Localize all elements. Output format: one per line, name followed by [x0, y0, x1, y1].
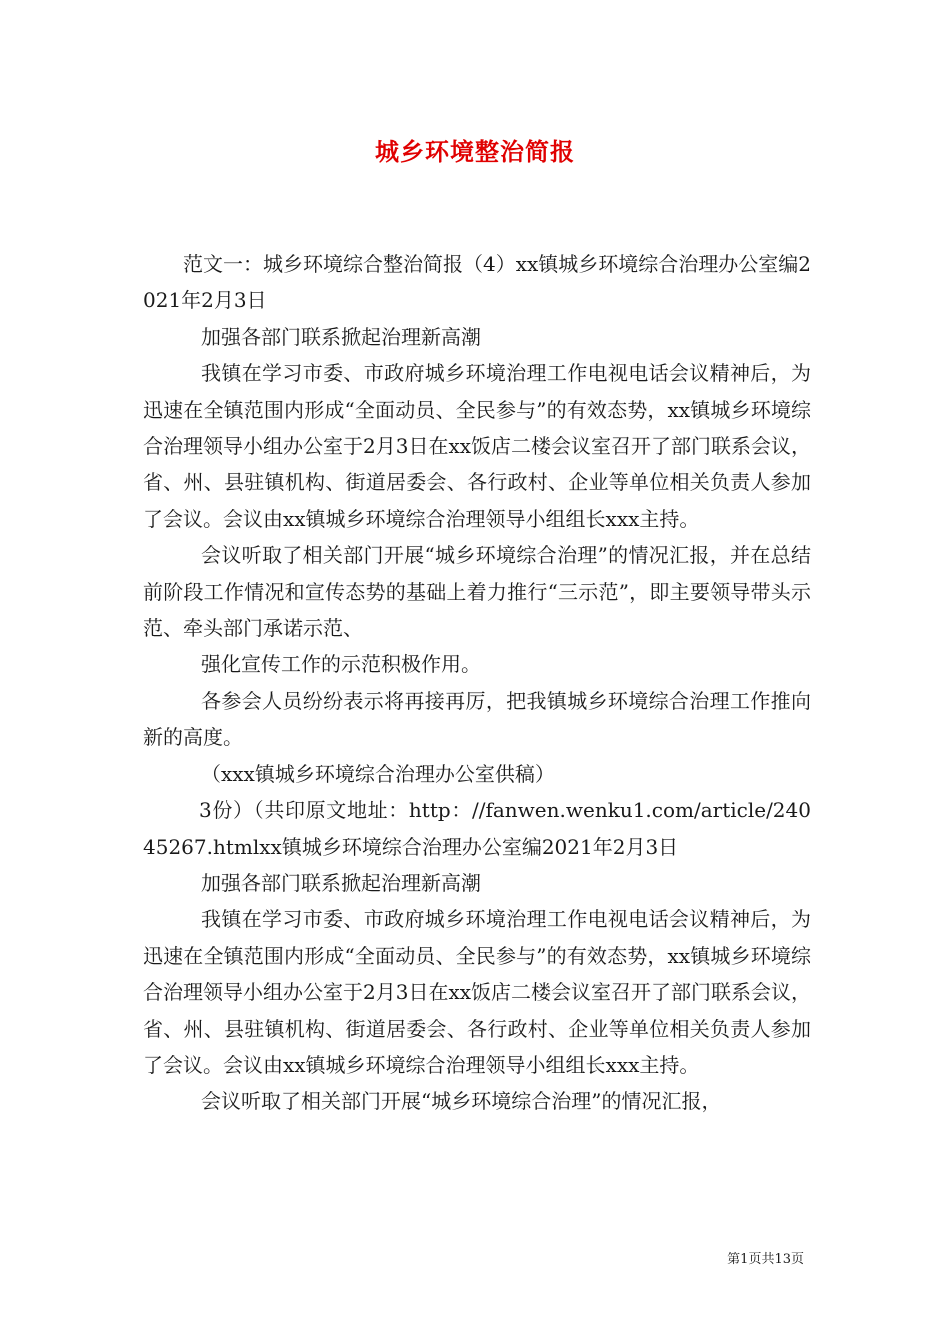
paragraph-attendees: 各参会人员纷纷表示将再接再厉，把我镇城乡环境综合治理工作推向新的高度。 — [143, 688, 811, 750]
paragraph-meeting-2: 我镇在学习市委、市政府城乡环境治理工作电视电话会议精神后，为迅速在全镇范围内形成“全面动员、全民参与”的有效态势，xx镇城乡环境综合治理领导小组办公室于2月3日在xx饭店二楼会议室召开了部门联系会议，省、州、县驻镇机构、街道居委会、各行政村、企业等单位相关负责人参加了会议。会议由xx镇城乡环境综合治理领导小组组长xxx主持。 — [143, 907, 812, 1077]
paragraph-intro: 范文一：城乡环境综合整治简报（4）xx镇城乡环境综合治理办公室编2021年2月3日 — [143, 252, 812, 313]
paragraph-report-1: 会议听取了相关部门开展“城乡环境综合治理”的情况汇报，并在总结前阶段工作情况和宣传态势的基础上着力推行“三示范”，即主要领导带头示范、牵头部门承诺示范、 — [143, 543, 811, 641]
document-title: 城乡环境整治简报 — [375, 137, 575, 166]
paragraph-meeting-1: 我镇在学习市委、市政府城乡环境治理工作电视电话会议精神后，为迅速在全镇范围内形成“全面动员、全民参与”的有效态势，xx镇城乡环境综合治理领导小组办公室于2月3日在xx饭店二楼会议室召开了部门联系会议，省、州、县驻镇机构、街道居委会、各行政村、企业等单位相关负责人参加了会议。会议由xx镇城乡环境综合治理领导小组组长xxx主持。 — [143, 361, 812, 531]
paragraph-promote: 强化宣传工作的示范积极作用。 — [201, 652, 481, 677]
paragraph-heading-2: 加强各部门联系掀起治理新高潮 — [201, 870, 481, 895]
paragraph-source-url: 3份）（共印原文地址：http：//fanwen.wenku1.com/article/24045267.htmlxx镇城乡环境综合治理办公室编2021年2月3日 — [143, 798, 811, 859]
paragraph-contributor: （xxx镇城乡环境综合治理办公室供稿） — [201, 761, 555, 786]
paragraph-report-2: 会议听取了相关部门开展“城乡环境综合治理”的情况汇报， — [201, 1089, 722, 1114]
paragraph-heading-1: 加强各部门联系掀起治理新高潮 — [201, 324, 481, 349]
document-body — [143, 246, 811, 1120]
page-number: 第1页共13页 — [727, 1252, 804, 1267]
